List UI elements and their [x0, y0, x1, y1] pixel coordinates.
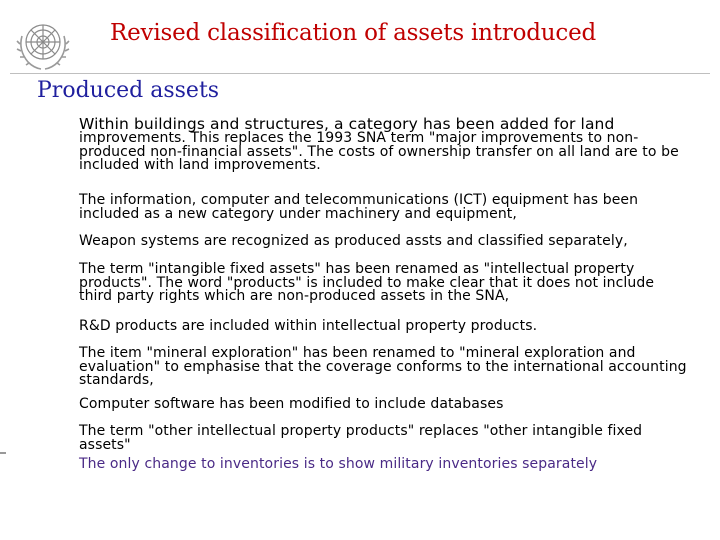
- list-item: [79, 117, 691, 173]
- slide-title: Revised classification of assets introduced: [110, 20, 597, 46]
- list-item: Computer software has been modified to include databases: [79, 396, 504, 412]
- list-item: The information, computer and telecommunications (ICT) equipment has been included as a new category under machinery and equipment,: [79, 192, 639, 222]
- list-item: The only change to inventories is to show military inventories separately: [79, 456, 598, 472]
- list-item: The item "mineral exploration" has been renamed to "mineral exploration and evaluation" to emphasise that the coverage conforms to the international accounting standards,: [79, 345, 687, 388]
- title-divider: [10, 73, 710, 74]
- list-item: The term "other intellectual property products" replaces "other intangible fixed assets": [79, 423, 643, 453]
- divider: [0, 452, 6, 454]
- list-item: The term "intangible fixed assets" has been renamed as "intellectual property products". The word "products" is included to make clear that it does not include third party rights which are non-produced assets in the SNA,: [79, 261, 655, 304]
- section-heading: Produced assets: [37, 78, 220, 103]
- list-item: Weapon systems are recognized as produced assts and classified separately,: [79, 233, 628, 249]
- un-emblem-icon: [14, 16, 72, 74]
- list-item-continuation: improvements. This replaces the 1993 SNA term "major improvements to non-produced non-financial assets". The costs of ownership transfer on all land are to be included with land improvements.: [79, 130, 679, 173]
- list-item-lead-line: Within buildings and structures, a category has been added for land: [79, 115, 615, 133]
- list-item: R&D products are included within intellectual property products.: [79, 318, 538, 334]
